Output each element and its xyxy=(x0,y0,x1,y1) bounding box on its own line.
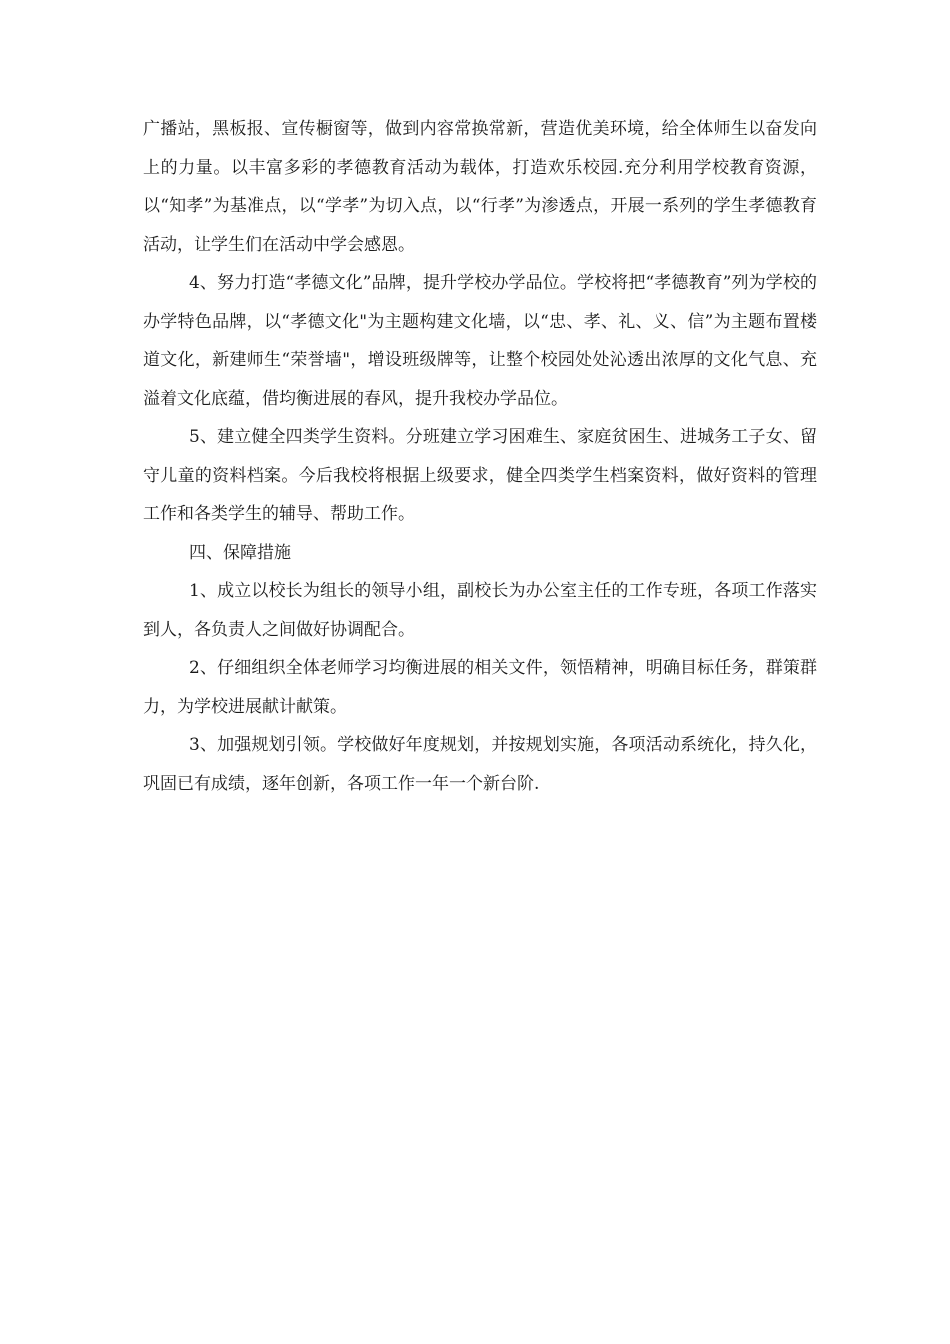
paragraph-measure-2: 2、仔细组织全体老师学习均衡进展的相关文件，领悟精神，明确目标任务，群策群力，为学校进展献计献策。 xyxy=(143,658,817,717)
paragraph-item-5: 5、建立健全四类学生资料。分班建立学习困难生、家庭贫困生、进城务工子女、留守儿童的资料档案。今后我校将根据上级要求，健全四类学生档案资料，做好资料的管理工作和各类学生的辅导、帮助工作。 xyxy=(143,427,817,524)
paragraph-continued: 广播站，黑板报、宣传橱窗等，做到内容常换常新，营造优美环境，给全体师生以奋发向上的力量。以丰富多彩的孝德教育活动为载体，打造欢乐校园.充分利用学校教育资源，以“知孝”为基准点，以“学孝”为切入点，以“行孝”为渗透点，开展一系列的学生孝德教育活动，让学生们在活动中学会感恩。 xyxy=(143,119,817,255)
paragraph-measure-3: 3、加强规划引领。学校做好年度规划，并按规划实施，各项活动系统化，持久化，巩固已有成绩，逐年创新，各项工作一年一个新台阶. xyxy=(143,735,817,794)
paragraph-item-4: 4、努力打造“孝德文化”品牌，提升学校办学品位。学校将把“孝德教育”列为学校的办学特色品牌，以“孝德文化"为主题构建文化墙，以“忠、孝、礼、义、信”为主题布置楼道文化，新建师生“荣誉墙"，增设班级牌等，让整个校园处处沁透出浓厚的文化气息、充溢着文化底蕴，借均衡进展的春风，提升我校办学品位。 xyxy=(143,273,817,409)
section-heading-safeguards: 四、保障措施 xyxy=(189,542,291,563)
document-body xyxy=(143,110,817,803)
paragraph-measure-1: 1、成立以校长为组长的领导小组，副校长为办公室主任的工作专班，各项工作落实到人，各负责人之间做好协调配合。 xyxy=(143,581,817,640)
